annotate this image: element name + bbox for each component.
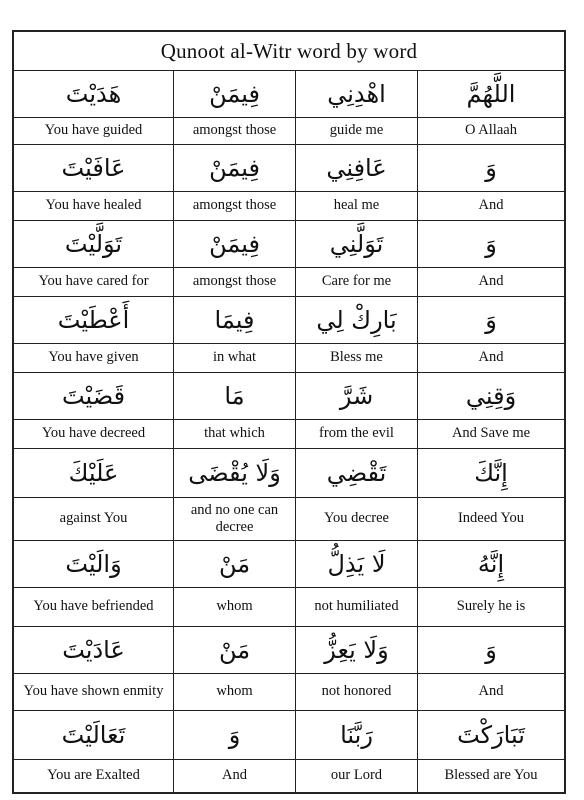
word-cell — [174, 373, 296, 448]
arabic-word: وَلَا يَعِزُّ — [296, 627, 417, 674]
word-cell — [174, 711, 296, 792]
table-row — [14, 449, 564, 541]
english-translation: And Save me — [451, 425, 531, 442]
english-translation: You have cared for — [38, 273, 149, 290]
table-row — [14, 541, 564, 627]
english-translation: in what — [212, 349, 257, 366]
english-translation: whom — [216, 598, 253, 615]
arabic-word: أَعْطَيْتَ — [14, 297, 173, 344]
word-cell — [418, 711, 564, 792]
arabic-word: بَارِكْ لِي — [296, 297, 417, 344]
arabic-word: اهْدِنِي — [296, 71, 417, 118]
word-cell — [418, 449, 564, 540]
word-cell — [174, 221, 296, 296]
arabic-word: هَدَيْتَ — [14, 71, 173, 118]
arabic-word: فِيمَنْ — [174, 71, 295, 118]
english-translation: our Lord — [330, 767, 383, 784]
word-cell — [296, 145, 418, 220]
word-cell — [418, 541, 564, 626]
word-cell — [296, 449, 418, 540]
english-translation: You have decreed — [41, 425, 146, 442]
english-translation: heal me — [333, 197, 380, 214]
word-cell — [14, 373, 174, 448]
table-row — [14, 221, 564, 297]
english-translation: And — [478, 683, 504, 700]
word-cell — [14, 297, 174, 372]
arabic-word: تَوَلَّيْتَ — [14, 221, 173, 268]
arabic-word: وَقِنِي — [418, 373, 564, 420]
english-translation: O Allaah — [465, 122, 517, 139]
arabic-word: عَافَيْتَ — [14, 145, 173, 192]
english-translation: And — [478, 273, 504, 290]
word-cell — [174, 449, 296, 540]
word-cell — [296, 711, 418, 792]
english-translation: amongst those — [192, 273, 277, 290]
english-translation: You are Exalted — [47, 767, 140, 784]
word-cell — [14, 711, 174, 792]
arabic-word: قَضَيْتَ — [14, 373, 173, 420]
arabic-word: فِيمَنْ — [174, 221, 295, 268]
word-cell — [296, 297, 418, 372]
english-translation: You have befriended — [33, 598, 154, 615]
english-translation: amongst those — [192, 122, 277, 139]
english-translation: that which — [204, 425, 265, 442]
table-row — [14, 711, 564, 792]
arabic-word: مَنْ — [174, 541, 295, 588]
english-translation: You have guided — [44, 122, 143, 139]
table-row — [14, 627, 564, 711]
arabic-word: إِنَّكَ — [418, 449, 564, 498]
arabic-word: عَادَيْتَ — [14, 627, 173, 674]
table-row — [14, 71, 564, 145]
english-translation: whom — [216, 683, 253, 700]
arabic-word: شَرَّ — [296, 373, 417, 420]
arabic-word: رَبَّنَا — [296, 711, 417, 760]
word-cell — [14, 627, 174, 710]
arabic-word: وَلَا يُقْضَى — [174, 449, 295, 498]
english-translation: You have given — [48, 349, 139, 366]
arabic-word: مَنْ — [174, 627, 295, 674]
arabic-word: عَلَيْكَ — [14, 449, 173, 498]
word-cell — [418, 297, 564, 372]
english-translation: You have shown enmity — [23, 683, 164, 700]
english-translation: from the evil — [319, 425, 394, 442]
word-cell — [296, 541, 418, 626]
arabic-word: إِنَّهُ — [418, 541, 564, 588]
word-cell — [14, 71, 174, 144]
english-translation: against You — [59, 510, 128, 527]
english-translation: amongst those — [192, 197, 277, 214]
word-cell — [14, 541, 174, 626]
arabic-word: وَ — [418, 297, 564, 344]
english-translation: You decree — [324, 510, 389, 527]
word-cell — [174, 297, 296, 372]
arabic-word: عَافِنِي — [296, 145, 417, 192]
arabic-word: مَا — [174, 373, 295, 420]
word-cell — [296, 221, 418, 296]
english-translation: not humiliated — [314, 598, 399, 615]
word-cell — [14, 449, 174, 540]
word-cell — [14, 221, 174, 296]
word-cell — [418, 71, 564, 144]
word-cell — [418, 627, 564, 710]
qunoot-table — [12, 30, 566, 794]
english-translation: and no one can decree — [190, 501, 279, 535]
arabic-word: تَبَارَكْتَ — [418, 711, 564, 760]
english-translation: And — [478, 349, 504, 366]
english-translation: Care for me — [321, 273, 392, 290]
english-translation: not honored — [321, 683, 392, 700]
english-translation: You have healed — [45, 197, 142, 214]
table-title: Qunoot al-Witr word by word — [14, 32, 564, 71]
word-cell — [418, 145, 564, 220]
english-translation: guide me — [329, 122, 384, 139]
english-translation: And — [222, 767, 247, 784]
word-cell — [174, 145, 296, 220]
english-translation: Bless me — [330, 349, 383, 366]
english-translation: Surely he is — [456, 598, 526, 615]
english-translation: Indeed You — [457, 510, 525, 527]
word-cell — [296, 71, 418, 144]
arabic-word: تَقْضِي — [296, 449, 417, 498]
table-row — [14, 297, 564, 373]
word-cell — [174, 541, 296, 626]
arabic-word: وَ — [418, 627, 564, 674]
arabic-word: وَ — [418, 145, 564, 192]
arabic-word: وَالَيْتَ — [14, 541, 173, 588]
arabic-word: وَ — [174, 711, 295, 760]
table-row — [14, 145, 564, 221]
english-translation: And — [478, 197, 504, 214]
arabic-word: اللَّهُمَّ — [418, 71, 564, 118]
arabic-word: لَا يَذِلُّ — [296, 541, 417, 588]
word-cell — [418, 373, 564, 448]
table-body — [14, 71, 564, 792]
table-row — [14, 373, 564, 449]
english-translation: Blessed are You — [444, 767, 538, 784]
word-cell — [174, 71, 296, 144]
arabic-word: فِيمَا — [174, 297, 295, 344]
word-cell — [296, 627, 418, 710]
word-cell — [14, 145, 174, 220]
arabic-word: فِيمَنْ — [174, 145, 295, 192]
arabic-word: وَ — [418, 221, 564, 268]
arabic-word: تَوَلَّنِي — [296, 221, 417, 268]
word-cell — [418, 221, 564, 296]
word-cell — [174, 627, 296, 710]
arabic-word: تَعَالَيْتَ — [14, 711, 173, 760]
word-cell — [296, 373, 418, 448]
